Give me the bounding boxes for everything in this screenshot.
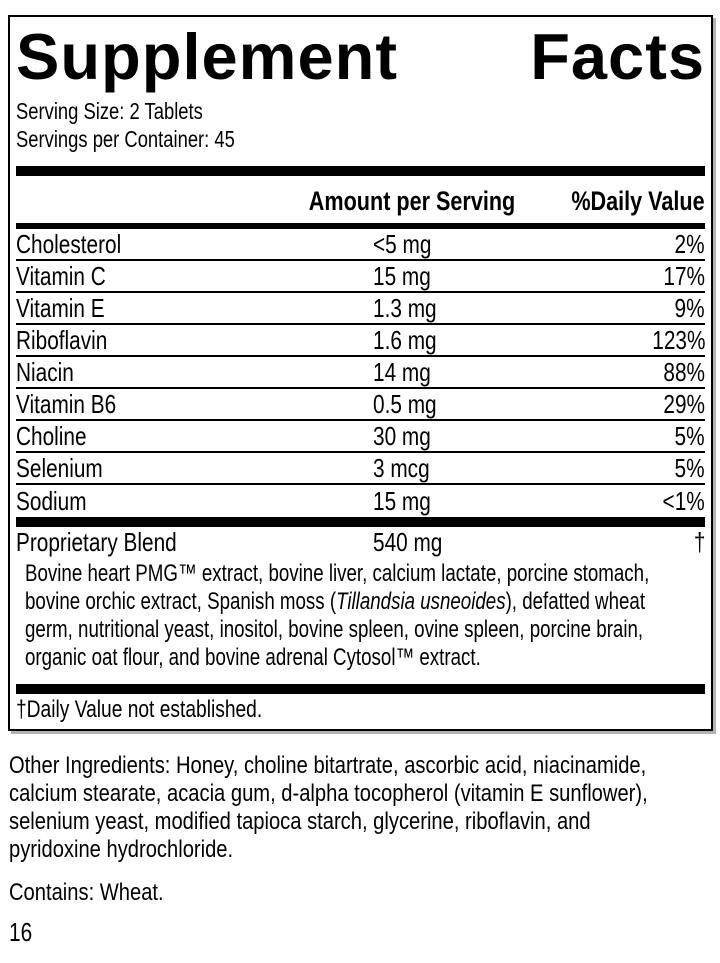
botanical-name-italic: Tillandsia usneoides — [336, 588, 506, 615]
nutrient-amount: <5 mg — [373, 228, 432, 259]
blend-line: bovine orchic extract, Spanish moss (Tillandsia usneoides), defatted wheat — [25, 588, 646, 615]
nutrient-amount: 0.5 mg — [373, 388, 437, 419]
serving-size-text: Serving Size: 2 Tablets — [16, 98, 203, 124]
table-row — [16, 325, 705, 357]
nutrient-amount: 30 mg — [373, 420, 431, 451]
nutrient-name: Vitamin B6 — [16, 388, 117, 419]
nutrient-daily-value: 88% — [663, 356, 705, 387]
nutrient-name: Riboflavin — [16, 324, 108, 355]
table-row — [16, 421, 705, 453]
nutrient-amount: 15 mg — [373, 485, 431, 516]
blend-line: organic oat flour, and bovine adrenal Cytosol™ extract. — [25, 644, 481, 671]
nutrient-amount: 14 mg — [373, 356, 431, 387]
table-row — [16, 357, 705, 389]
contains-allergen-line: Contains: Wheat. — [9, 879, 164, 906]
column-header-row — [16, 176, 705, 223]
other-ingredients-line: calcium stearate, acacia gum, d-alpha tocopherol (vitamin E sunflower), — [9, 780, 648, 807]
nutrient-name: Sodium — [16, 485, 87, 516]
page-number: 16 — [9, 917, 33, 947]
table-row — [16, 261, 705, 293]
nutrient-daily-value: 29% — [663, 388, 705, 419]
serving-size-line — [16, 97, 705, 125]
nutrient-name: Niacin — [16, 356, 74, 387]
proprietary-blend-dagger: † — [693, 527, 705, 557]
table-row — [16, 229, 705, 261]
nutrient-daily-value: 123% — [651, 324, 705, 355]
proprietary-blend-name: Proprietary Blend — [16, 527, 177, 557]
proprietary-blend-row — [16, 527, 705, 558]
title-word-facts: Facts — [530, 20, 705, 93]
blend-line: Bovine heart PMG™ extract, bovine liver, calcium lactate, porcine stomach, — [25, 560, 650, 587]
nutrient-name: Cholesterol — [16, 228, 122, 259]
amount-column-header: Amount per Serving — [308, 185, 516, 216]
panel-title — [16, 21, 705, 97]
nutrient-name: Choline — [16, 420, 87, 451]
title-word-supplement: Supplement — [16, 20, 398, 93]
other-ingredients-line: pyridoxine hydrochloride. — [9, 836, 234, 863]
nutrient-amount: 15 mg — [373, 260, 431, 291]
other-ingredients-line: selenium yeast, modified tapioca starch, glycerine, riboflavin, and — [9, 808, 591, 835]
nutrient-daily-value: 9% — [674, 292, 705, 323]
below-panel-text — [9, 752, 720, 946]
nutrient-daily-value: 17% — [663, 260, 705, 291]
thick-rule-above-footnote — [16, 684, 705, 694]
nutrient-name: Vitamin E — [16, 292, 105, 323]
nutrient-amount: 3 mcg — [373, 452, 430, 483]
other-ingredients-paragraph — [9, 752, 720, 864]
servings-per-container-text: Servings per Container: 45 — [16, 126, 235, 152]
nutrient-daily-value: 5% — [674, 420, 705, 451]
daily-value-footnote: †Daily Value not established. — [16, 696, 263, 723]
nutrient-daily-value: 5% — [674, 452, 705, 483]
nutrient-amount: 1.6 mg — [373, 324, 437, 355]
blend-ingredients-paragraph — [16, 560, 705, 672]
nutrient-amount: 1.3 mg — [373, 292, 437, 323]
blend-line: germ, nutritional yeast, inositol, bovine spleen, ovine spleen, porcine brain, — [25, 616, 644, 643]
nutrient-name: Selenium — [16, 452, 103, 483]
servings-per-container-line — [16, 125, 705, 153]
thick-rule-above-blend — [16, 517, 705, 527]
nutrient-daily-value: <1% — [662, 485, 705, 516]
nutrient-daily-value: 2% — [674, 228, 705, 259]
supplement-facts-panel — [8, 15, 713, 731]
table-row — [16, 389, 705, 421]
table-row — [16, 485, 705, 517]
table-row — [16, 293, 705, 325]
nutrient-name: Vitamin C — [16, 260, 106, 291]
thick-rule-top — [16, 166, 705, 176]
proprietary-blend-amount: 540 mg — [373, 527, 443, 557]
other-ingredients-line: Other Ingredients: Honey, choline bitartrate, ascorbic acid, niacinamide, — [9, 752, 647, 779]
table-row — [16, 453, 705, 485]
daily-value-column-header: %Daily Value — [571, 185, 705, 216]
